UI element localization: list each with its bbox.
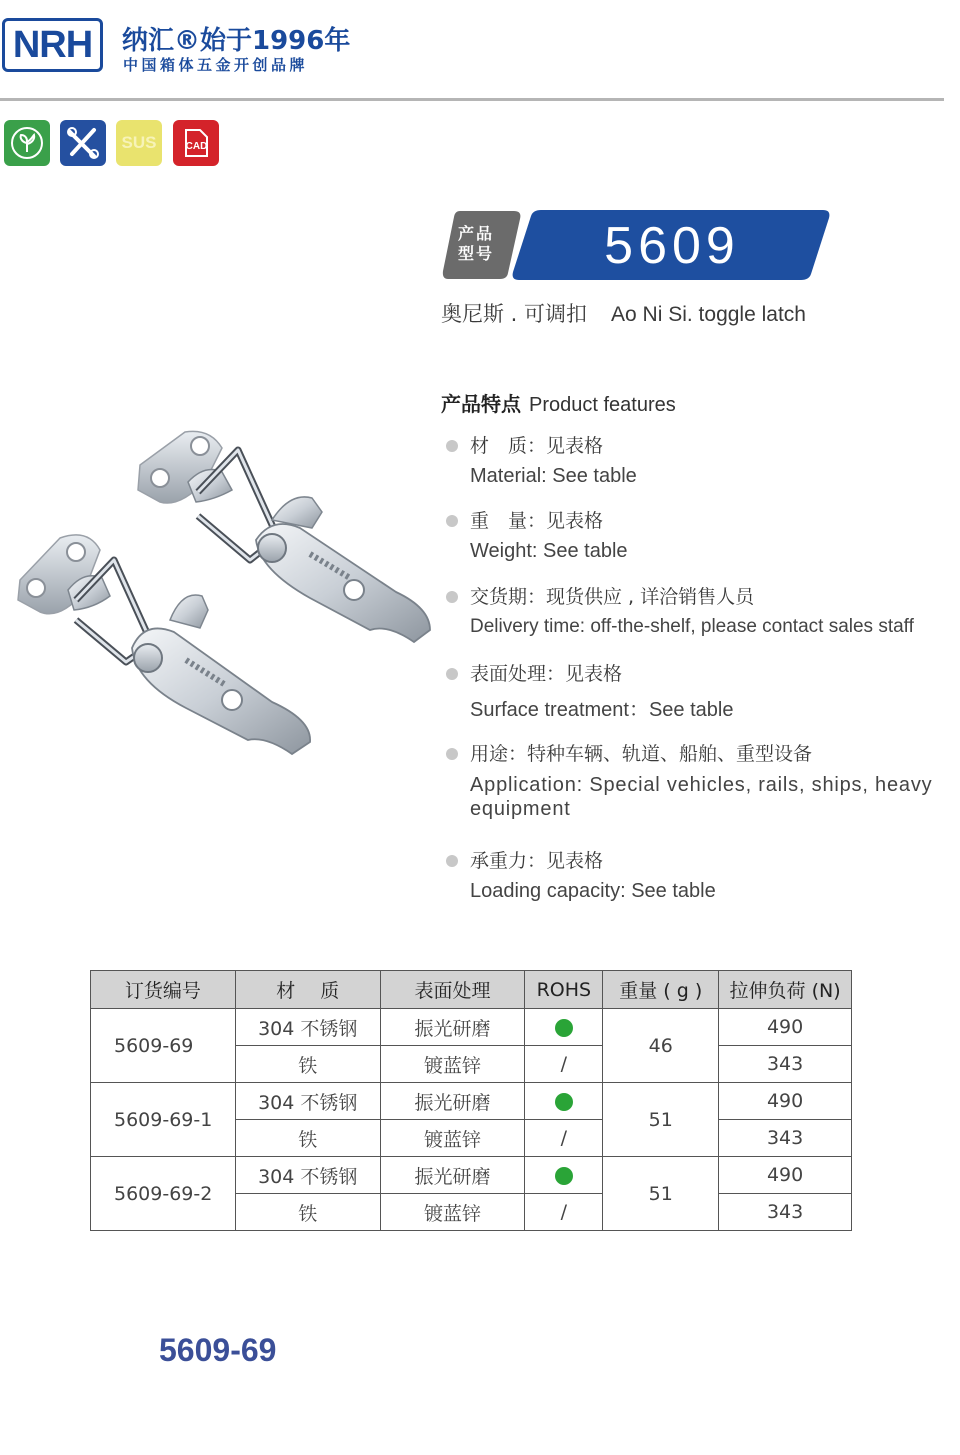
weight: 51	[603, 1157, 719, 1231]
feature-zh: 表面处理：见表格	[470, 663, 623, 685]
header-load: 拉伸负荷 (N)	[719, 971, 852, 1009]
feature-zh: 用途：特种车辆、轨道、船舶、重型设备	[470, 743, 813, 765]
bullet-icon	[446, 440, 458, 452]
load: 490	[719, 1157, 852, 1194]
bullet-icon	[446, 515, 458, 527]
header-finish: 表面处理	[380, 971, 525, 1009]
tools-icon	[60, 120, 106, 166]
product-name	[441, 298, 806, 328]
rohs-cell	[525, 1083, 603, 1120]
feature-en: Application: Special vehicles, rails, ships, heavy equipment	[470, 774, 933, 820]
load: 343	[719, 1120, 852, 1157]
rohs-cell	[525, 1157, 603, 1194]
weight: 46	[603, 1009, 719, 1083]
material: 铁	[235, 1120, 380, 1157]
feature-en: Loading capacity: See table	[470, 880, 716, 902]
table-row	[91, 1083, 852, 1120]
header-order-code: 订货编号	[91, 971, 236, 1009]
header-material: 材 质	[235, 971, 380, 1009]
material: 铁	[235, 1046, 380, 1083]
load: 490	[719, 1009, 852, 1046]
toggle-latch-image	[10, 420, 440, 760]
product-name-zh: 奥尼斯 . 可调扣	[441, 302, 588, 326]
finish: 振光研磨	[380, 1083, 525, 1120]
rohs-cell: /	[525, 1120, 603, 1157]
feature-zh: 材 质：见表格	[470, 435, 604, 457]
material: 304 不锈钢	[235, 1157, 380, 1194]
bullet-icon	[446, 668, 458, 680]
brand-title: 纳汇®始于1996年	[122, 26, 351, 56]
feature-zh: 重 量：见表格	[470, 510, 604, 532]
bullet-icon	[446, 591, 458, 603]
material: 304 不锈钢	[235, 1083, 380, 1120]
table-header-row	[91, 971, 852, 1009]
features-heading-zh: 产品特点	[441, 392, 521, 416]
model-tag-label: 产品型号	[458, 224, 495, 263]
feature-en: Delivery time: off-the-shelf, please contact sales staff	[470, 616, 914, 637]
eco-icon	[4, 120, 50, 166]
features-heading	[441, 388, 676, 417]
features-heading-en: Product features	[529, 394, 676, 416]
order-code: 5609-69-1	[91, 1083, 236, 1157]
load: 343	[719, 1194, 852, 1231]
load: 343	[719, 1046, 852, 1083]
cad-label: CAD	[185, 141, 208, 152]
order-code: 5609-69-2	[91, 1157, 236, 1231]
header-weight: 重量 ( g )	[603, 971, 719, 1009]
rohs-compliant-icon	[555, 1093, 573, 1111]
rohs-compliant-icon	[555, 1019, 573, 1037]
rohs-cell: /	[525, 1194, 603, 1231]
table-row	[91, 1009, 852, 1046]
table-row	[91, 1157, 852, 1194]
header-rohs: ROHS	[525, 971, 603, 1009]
finish: 镀蓝锌	[380, 1194, 525, 1231]
model-number: 5609	[604, 217, 740, 275]
feature-en: Material: See table	[470, 465, 637, 487]
spec-table	[90, 970, 852, 1231]
feature-zh: 承重力：见表格	[470, 850, 604, 872]
load: 490	[719, 1083, 852, 1120]
feature-en: Surface treatment：See table	[470, 699, 734, 721]
bottom-model-label: 5609-69	[159, 1332, 277, 1368]
material: 铁	[235, 1194, 380, 1231]
latch-lower	[18, 535, 310, 754]
bullet-icon	[446, 748, 458, 760]
feature-zh: 交货期：现货供应 , 详洽销售人员	[470, 586, 755, 608]
cad-icon	[173, 120, 219, 166]
finish: 振光研磨	[380, 1157, 525, 1194]
material: 304 不锈钢	[235, 1009, 380, 1046]
feature-en: Weight: See table	[470, 540, 628, 562]
rohs-cell	[525, 1009, 603, 1046]
header-divider	[0, 98, 944, 101]
weight: 51	[603, 1083, 719, 1157]
rohs-compliant-icon	[555, 1167, 573, 1185]
rohs-cell: /	[525, 1046, 603, 1083]
sus-icon: SUS	[116, 120, 162, 166]
finish: 镀蓝锌	[380, 1046, 525, 1083]
finish: 振光研磨	[380, 1009, 525, 1046]
order-code: 5609-69	[91, 1009, 236, 1083]
bullet-icon	[446, 855, 458, 867]
product-name-en: Ao Ni Si. toggle latch	[611, 303, 806, 326]
brand-logo: NRH	[2, 18, 103, 72]
finish: 镀蓝锌	[380, 1120, 525, 1157]
brand-subtitle: 中国箱体五金开创品牌	[123, 56, 309, 74]
